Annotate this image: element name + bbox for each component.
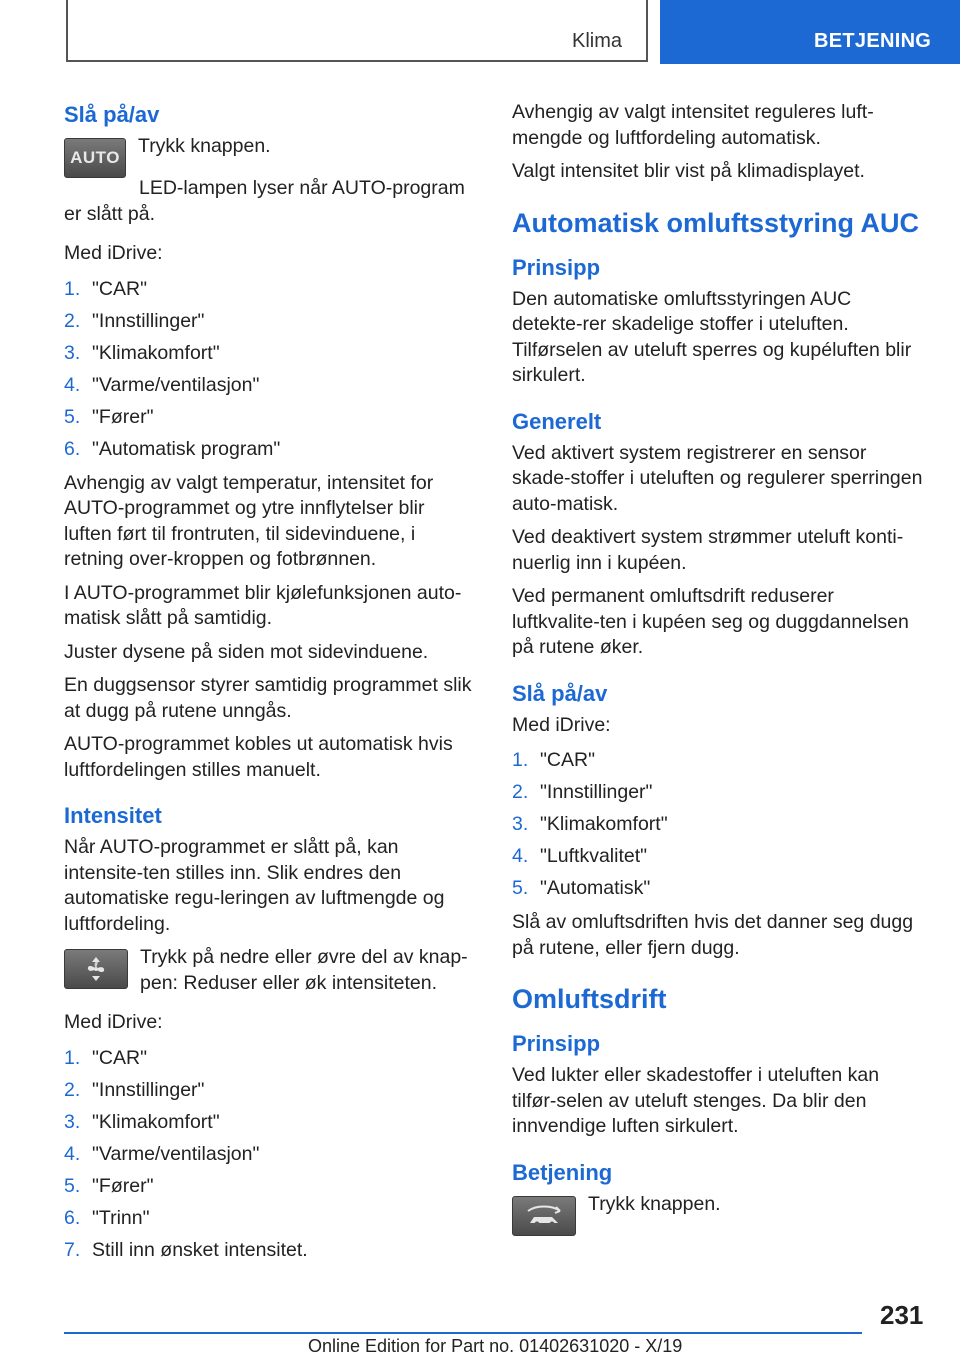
paragraph-prinsipp-1: Den automatiske omluftsstyringen AUC detekte-rer skadelige stoffer i uteluften. Tilførselen av uteluft sperres og kupéluften blir sirkulert. xyxy=(512,287,912,386)
header-chapter-tab: BETJENING xyxy=(660,0,960,64)
header-section-title: Klima xyxy=(571,30,622,52)
paragraph-generelt-3: Ved permanent omluftsdrift reduserer luftkvalite-ten i kupéen seg og duggdannelsen på rutene øker. xyxy=(512,585,909,658)
list-item: 5. "Fører" xyxy=(64,1174,154,1197)
list-item: 6. "Trinn" xyxy=(64,1206,150,1229)
list-item: 2. "Innstillinger" xyxy=(64,309,205,332)
med-idrive-label-3: Med iDrive: xyxy=(512,713,611,736)
heading-slaa-paa-av: Slå på/av xyxy=(64,102,160,127)
list-item: 3. "Klimakomfort" xyxy=(512,813,668,835)
fan-intensity-icon xyxy=(64,949,128,989)
idrive-steps-2 xyxy=(64,1042,476,1266)
paragraph-duggsensor: En duggsensor styrer samtidig programmet slik at dugg på rutene unngås. xyxy=(64,674,472,722)
paragraph-slaa-av: Slå av omluftsdriften hvis det danner seg dugg på rutene, eller fjern dugg. xyxy=(512,911,914,959)
idrive-steps-3 xyxy=(512,744,924,904)
paragraph-generelt-2: Ved deaktivert system strømmer uteluft konti-nuerlig inn i kupéen. xyxy=(512,526,904,574)
left-column xyxy=(64,100,476,1272)
list-item: 7. Still inn ønsket intensitet. xyxy=(64,1238,308,1261)
paragraph-avhengig: Avhengig av valgt temperatur, intensitet for AUTO-programmet og ytre innflytelser blir luften ført til frontruten, til sidevinduene, i retning over-kroppen og fotbrønnen. xyxy=(64,471,434,570)
list-item: 1. "CAR" xyxy=(512,749,596,771)
list-item: 4. "Varme/ventilasjon" xyxy=(64,373,260,396)
list-item: 4. "Varme/ventilasjon" xyxy=(64,1142,260,1165)
paragraph-kobles-ut: AUTO-programmet kobles ut automatisk hvis luftfordelingen stilles manuelt. xyxy=(64,733,453,781)
paragraph-klimadisplay: Valgt intensitet blir vist på klimadisplayet. xyxy=(512,160,865,182)
fan-instruction-text: Trykk på nedre eller øvre del av knap-pen: Reduser eller øk intensiteten. xyxy=(140,946,468,994)
heading-intensitet: Intensitet xyxy=(64,803,162,828)
heading-slaa-paa-av-2: Slå på/av xyxy=(512,680,608,706)
paragraph-prinsipp-2: Ved lukter eller skadestoffer i uteluften kan tilfør-selen av uteluft stenges. Da blir den innvendige luften sirkulert. xyxy=(512,1064,880,1137)
heading-betjening: Betjening xyxy=(512,1159,613,1185)
auto-icon-label: AUTO xyxy=(70,148,120,167)
heading-omluftsdrift: Omluftsdrift xyxy=(512,984,667,1014)
heading-prinsipp-2: Prinsipp xyxy=(512,1031,601,1056)
list-item: 4. "Luftkvalitet" xyxy=(512,845,648,867)
auto-press-text: Trykk knappen. xyxy=(138,135,271,157)
med-idrive-label-1: Med iDrive: xyxy=(64,242,163,264)
heading-prinsipp-1: Prinsipp xyxy=(512,254,601,280)
list-item: 2. "Innstillinger" xyxy=(64,1078,205,1101)
paragraph-intensitet: Når AUTO-programmet er slått på, kan intensite-ten stilles inn. Slik endres den automatiske regu-leringen av luftmengde og luftfordeling. xyxy=(64,836,445,935)
auto-button-row xyxy=(64,134,476,178)
paragraph-juster-dysene: Juster dysene på siden mot sidevinduene. xyxy=(64,640,429,663)
paragraph-reguleres: Avhengig av valgt intensitet reguleres luft-mengde og luftfordeling automatisk. xyxy=(512,101,874,149)
page-number: 231 xyxy=(880,1300,924,1330)
paragraph-generelt-1: Ved aktivert system registrerer en sensor skade-stoffer i uteluften og regulerer sperringen auto-matisk. xyxy=(512,441,923,515)
med-idrive-label-2: Med iDrive: xyxy=(64,1011,163,1033)
header-section-box xyxy=(66,0,648,62)
heading-generelt: Generelt xyxy=(512,408,602,434)
auto-button-icon xyxy=(64,138,126,178)
list-item: 3. "Klimakomfort" xyxy=(64,1110,220,1133)
recirculation-press-text: Trykk knappen. xyxy=(588,1192,721,1215)
list-item: 5. "Automatisk" xyxy=(512,877,651,899)
right-column xyxy=(512,100,924,1244)
paragraph-kjolefunksjon: I AUTO-programmet blir kjølefunksjonen auto-matisk slått på samtidig. xyxy=(64,581,462,629)
page-header xyxy=(0,0,960,66)
fan-button-row xyxy=(64,945,476,996)
list-item: 1. "CAR" xyxy=(64,277,148,300)
heading-auc: Automatisk omluftsstyring AUC xyxy=(512,207,920,238)
recirculation-button-row xyxy=(512,1192,924,1236)
footer-edition: Online Edition for Part no. 01402631020 - X/19 xyxy=(308,1336,683,1356)
list-item: 6. "Automatisk program" xyxy=(64,437,281,460)
footer-rule xyxy=(64,1332,862,1334)
recirculation-car-icon xyxy=(512,1196,576,1236)
list-item: 3. "Klimakomfort" xyxy=(64,341,220,364)
idrive-steps-1 xyxy=(64,273,476,465)
list-item: 5. "Fører" xyxy=(64,405,154,428)
auto-led-text: LED-lampen lyser når AUTO-program er slått på. xyxy=(64,177,465,225)
list-item: 2. "Innstillinger" xyxy=(512,781,653,803)
list-item: 1. "CAR" xyxy=(64,1046,148,1069)
